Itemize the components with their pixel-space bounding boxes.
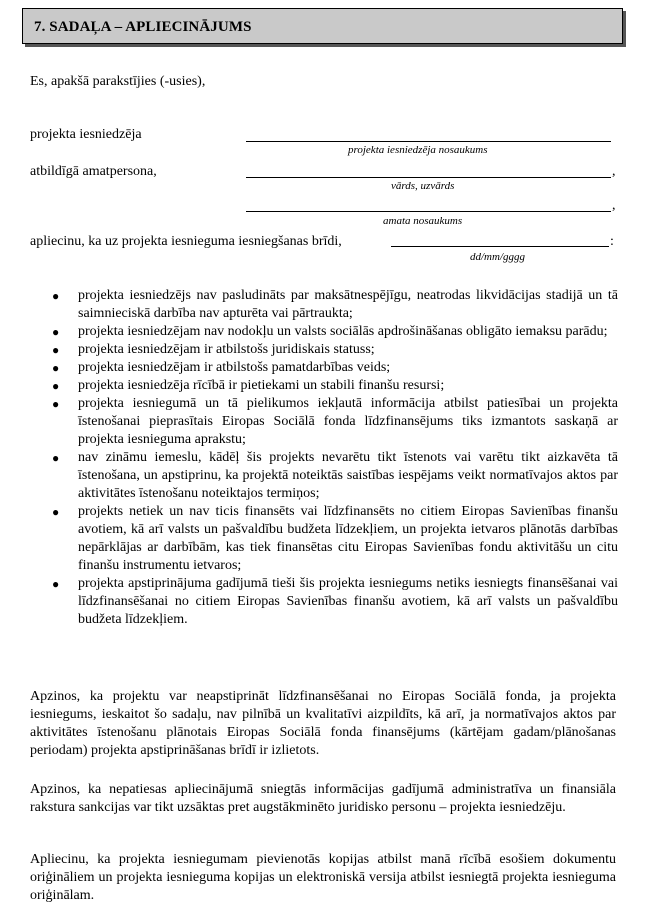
paragraph-copies: Apliecinu, ka projekta iesniegumam pievienotās kopijas atbilst manā rīcībā esošiem dokumentu oriģināliem un projekta iesnieguma kopijas un elektroniskā versija atbilst iesniegtā projekta iesnieguma oriģinālam. (30, 852, 616, 903)
official-label: atbildīgā amatpersona, (30, 164, 157, 179)
official-name-line[interactable] (246, 177, 611, 178)
declaration-list (38, 287, 618, 629)
list-item: ● projekts netiek un nav ticis finansēts vai līdzfinansēts no citiem Eiropas Savienības finanšu avotiem, kā arī valsts un pašvaldību budžeta līdzekļiem, un projekta ietvaros plānotās darbības nepārklājas ar darbībām, kas tiek finansētas citu Eiropas Savienības fondu aktivitāšu un citu finanšu instrumentu ietvaros; (52, 504, 618, 573)
bullet-icon: ● (52, 289, 60, 303)
colon: : (610, 234, 614, 249)
bullet-icon: ● (52, 505, 60, 519)
list-item: ● projekta iesniedzējs nav pasludināts par maksātnespējīgu, neatrodas likvidācijas stadijā un tā saimnieciskā darbība nav apturēta vai pārtraukta; (52, 288, 618, 321)
applicant-label: projekta iesniedzēja (30, 127, 142, 142)
date-line[interactable] (391, 246, 609, 247)
bullet-icon: ● (52, 343, 60, 357)
comma: , (612, 164, 616, 179)
comma: , (612, 198, 616, 213)
list-item: ● projekta iesniedzējam ir atbilstošs pamatdarbības veids; (52, 360, 391, 375)
bullet-icon: ● (52, 397, 60, 411)
paragraph-sanctions: Apzinos, ka nepatiesas apliecinājumā sniegtās informācijas gadījumā administratīva un finansiāla rakstura sankcijas var tikt uzsāktas pret augstākminēto juridisko personu – projekta iesniedzēju. (30, 782, 616, 815)
bullet-icon: ● (52, 361, 60, 375)
position-line[interactable] (246, 211, 611, 212)
date-label: apliecinu, ka uz projekta iesnieguma iesniegšanas brīdi, (30, 234, 342, 249)
list-item: ● projekta iesniedzējam nav nodokļu un valsts sociālās apdrošināšanas obligāto iemaksu parādu; (52, 324, 608, 339)
section-title: 7. SADAĻA – APLIECINĀJUMS (34, 19, 252, 35)
bullet-icon: ● (52, 451, 60, 465)
section-header (22, 8, 623, 44)
intro-text: Es, apakšā parakstījies (-usies), (30, 74, 206, 89)
list-item: ● projekta iesniegumā un tā pielikumos iekļautā informācija atbilst patiesībai un projekta īstenošanai pieprasītais Eiropas Sociālā fonda līdzfinansējums tiks izmantots saskaņā ar projekta iesnieguma aprakstu; (52, 396, 618, 447)
name-hint: vārds, uzvārds (391, 180, 455, 192)
list-item: ● projekta apstiprinājuma gadījumā tieši šis projekta iesniegums netiks iesniegts finansēšanai vai līdzfinansēšanai no citiem Eiropas Savienības finanšu avotiem, kā arī valsts un pašvaldību budžeta līdzekļiem. (52, 576, 618, 627)
applicant-name-line[interactable] (246, 141, 611, 142)
paragraph-approval: Apzinos, ka projektu var neapstiprināt līdzfinansēšanai no Eiropas Sociālā fonda, ja projekta iesniegums, ieskaitot šo sadaļu, nav pilnībā un kvalitatīvi aizpildīts, kā arī, ja normatīvajos aktos par aktivitātes īstenošanu plānotais Eiropas Sociālā fonda finansējums (kārtējam gadam/plānošanas periodam) projekta apstiprināšanas brīdī ir izlietots. (30, 689, 616, 758)
bullet-icon: ● (52, 379, 60, 393)
list-item: ● projekta iesniedzējam ir atbilstošs juridiskais statuss; (52, 342, 375, 357)
list-item: ● projekta iesniedzēja rīcībā ir pietiekami un stabili finanšu resursi; (52, 378, 445, 393)
applicant-hint: projekta iesniedzēja nosaukums (348, 144, 488, 156)
position-hint: amata nosaukums (383, 215, 463, 227)
date-hint: dd/mm/gggg (470, 251, 525, 263)
bullet-icon: ● (52, 325, 60, 339)
bullet-icon: ● (52, 577, 60, 591)
list-item: ● nav zināmu iemeslu, kādēļ šis projekts nevarētu tikt īstenots vai varētu tikt aizkavēta tā īstenošana, un apstiprinu, ka projektā noteiktās saistības iespējams veikt normatīvajos aktos par aktivitātes īstenošanu noteiktajos termiņos; (52, 450, 618, 501)
